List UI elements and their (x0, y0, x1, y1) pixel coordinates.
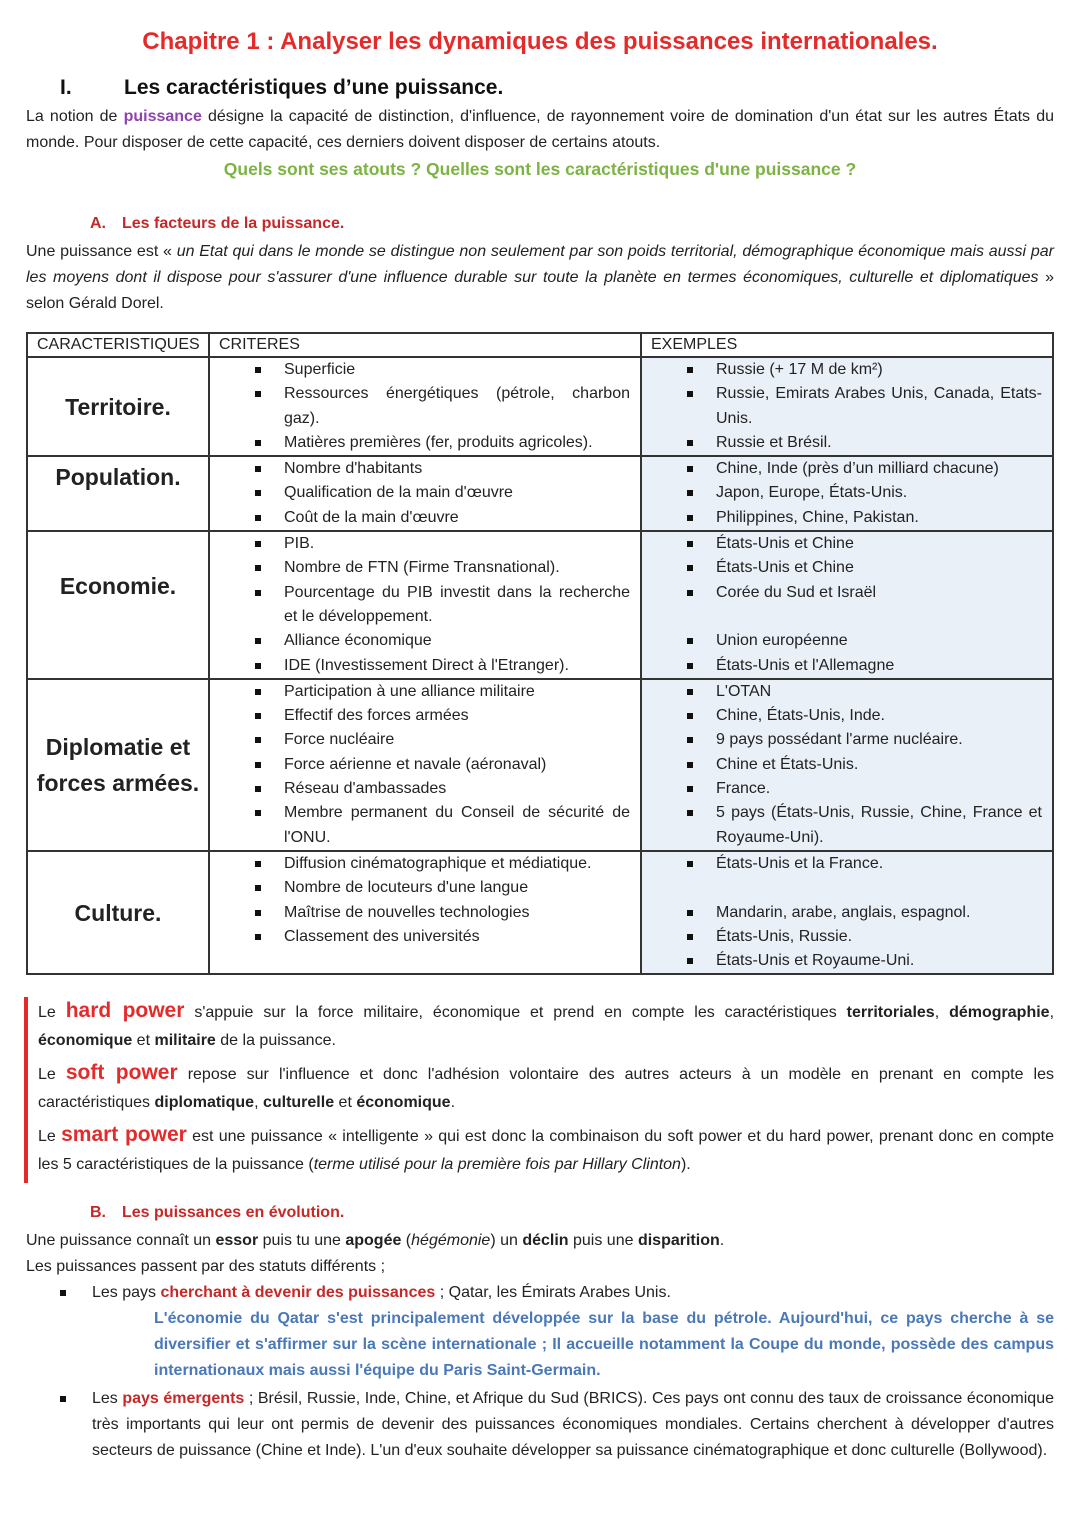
text: , (934, 1004, 950, 1021)
qatar-example: L'économie du Qatar s'est principalement développée sur la base du pétrole. Aujourd'hui, ce pays cherche à se diversifier et s'affirmer sur la scène internationale ; Il accueille notamment la Coupe du monde, possède des campus internationaux mais aussi l'équipe du Paris Saint-Germain. (154, 1310, 1054, 1379)
bold-term: économique (356, 1094, 451, 1111)
text: , (1049, 1004, 1055, 1021)
list-spacer (642, 605, 1052, 629)
section-title: Les caractéristiques d’une puissance. (124, 76, 504, 99)
subsection-b-heading (90, 1204, 344, 1222)
bold-term: disparition (637, 1232, 720, 1249)
list-item: Réseau d'ambassades (210, 777, 640, 801)
italic-note: terme utilisé pour la première fois par Hillary Clinton (313, 1156, 681, 1173)
text: et (334, 1094, 357, 1111)
list-item: PIB. (210, 532, 640, 556)
list-item: États-Unis et Chine (642, 556, 1052, 580)
subsection-a-heading (90, 215, 344, 233)
red-term: cherchant à devenir des puissances (160, 1284, 436, 1301)
list-item: Ressources énergétiques (pétrole, charbon gaz). (210, 382, 640, 431)
intro-paragraph (26, 104, 1054, 156)
subsection-a-title: Les facteurs de la puissance. (122, 215, 345, 232)
list-item: France. (642, 777, 1052, 801)
text: s'appuie sur la force militaire, économique et prend en compte les caractéristiques (184, 1004, 847, 1021)
section-number: I. (60, 76, 72, 99)
italic-term: hégémonie (411, 1232, 491, 1249)
bold-term: essor (215, 1232, 259, 1249)
quote-author: » selon Gérald Dorel. (26, 269, 1055, 312)
list-item: IDE (Investissement Direct à l'Etranger). (210, 654, 640, 678)
list-item: Chine, Inde (près d’un milliard chacune) (642, 457, 1052, 481)
list-item: Force aérienne et navale (aéronaval) (210, 753, 640, 777)
text: Les (92, 1390, 123, 1407)
table-row (27, 679, 1053, 851)
bold-term: culturelle (262, 1094, 335, 1111)
red-term: pays émergents (122, 1390, 245, 1407)
bold-term: apogée (345, 1232, 402, 1249)
list-spacer (642, 876, 1052, 900)
table-row (27, 357, 1053, 456)
table-row (27, 531, 1053, 679)
bold-term: économique (38, 1032, 133, 1049)
hard-power-definition (38, 997, 1054, 1055)
list-item: Superficie (210, 358, 640, 382)
list-item: Nombre de FTN (Firme Transnational). (210, 556, 640, 580)
criteria-cell (209, 679, 641, 851)
table-row (27, 851, 1053, 974)
list-item: Nombre de locuteurs d'une langue (210, 876, 640, 900)
category-cell: Territoire. (27, 357, 209, 456)
criteria-cell (209, 851, 641, 974)
list-item: Japon, Europe, États-Unis. (642, 481, 1052, 505)
examples-cell (641, 679, 1053, 851)
criteria-cell (209, 456, 641, 531)
list-item: Effectif des forces armées (210, 704, 640, 728)
category-cell: Economie. (27, 531, 209, 679)
list-item: Alliance économique (210, 629, 640, 653)
text: Le (38, 1128, 62, 1145)
list-item: Mandarin, arabe, anglais, espagnol. (642, 901, 1052, 925)
category-cell: Culture. (27, 851, 209, 974)
list-item: Membre permanent du Conseil de sécurité de l'ONU. (210, 801, 640, 850)
bold-term: déclin (522, 1232, 569, 1249)
bullet-emerging-countries (92, 1386, 1054, 1464)
list-item: États-Unis et la France. (642, 852, 1052, 876)
text: Le (38, 1066, 66, 1083)
text: . (719, 1232, 725, 1249)
definition-quote (26, 239, 1054, 317)
text: , (254, 1094, 263, 1111)
list-item: Chine, États-Unis, Inde. (642, 704, 1052, 728)
header-caracteristiques: CARACTERISTIQUES (27, 333, 209, 357)
text: ; Brésil, Russie, Inde, Chine, et Afrique du Sud (BRICS). Ces pays ont connu des taux de croissance économique très importants qui leur ont permis de devenir des puissances économiques mondiales. Certains cherchent à développer d'autres secteurs de puissance (Chine et Inde). L'un d'eux souhaite développer sa puissance cinématographique et donc culturelle (Bollywood). (92, 1390, 1054, 1459)
subsection-a-number: A. (90, 215, 106, 232)
list-item: États-Unis et l'Allemagne (642, 654, 1052, 678)
list-item: Philippines, Chine, Pakistan. (642, 506, 1052, 530)
list-item: Participation à une alliance militaire (210, 680, 640, 704)
list-item: Union européenne (642, 629, 1052, 653)
category-cell: Diplomatie et forces armées. (27, 679, 209, 851)
text: et (132, 1032, 155, 1049)
criteria-table (26, 332, 1054, 975)
text: puis tu une (258, 1232, 346, 1249)
keyword-hard-power: hard power (65, 999, 185, 1022)
keyword-smart-power: smart power (61, 1123, 187, 1146)
list-item: 9 pays possédant l'arme nucléaire. (642, 728, 1052, 752)
text: ) un (490, 1232, 523, 1249)
intro-text-end: désigne la capacité de distinction, d'influence, de rayonnement voire de domination d'un état sur les autres États du monde. Pour disposer de cette capacité, ces derniers doivent disposer de certains atouts. (26, 108, 1054, 151)
list-item: Classement des universités (210, 925, 640, 949)
examples-cell (641, 531, 1053, 679)
list-item: Qualification de la main d'œuvre (210, 481, 640, 505)
criteria-cell (209, 531, 641, 679)
list-item: Chine et États-Unis. (642, 753, 1052, 777)
category-cell: Population. (27, 456, 209, 531)
header-exemples: EXEMPLES (641, 333, 1053, 357)
list-item: Coût de la main d'œuvre (210, 506, 640, 530)
table-header-row (27, 333, 1053, 357)
list-item: États-Unis et Chine (642, 532, 1052, 556)
list-item: Maîtrise de nouvelles technologies (210, 901, 640, 925)
list-item: Russie, Emirats Arabes Unis, Canada, Etats-Unis. (642, 382, 1052, 431)
examples-cell (641, 456, 1053, 531)
table-row (27, 456, 1053, 531)
list-item: Russie (+ 17 M de km²) (642, 358, 1052, 382)
examples-cell (641, 357, 1053, 456)
list-item: 5 pays (États-Unis, Russie, Chine, France et Royaume-Uni). (642, 801, 1052, 850)
list-item: L'OTAN (642, 680, 1052, 704)
bold-term: militaire (154, 1032, 216, 1049)
list-item: Force nucléaire (210, 728, 640, 752)
text: Une puissance connaît un (26, 1232, 216, 1249)
text: ; Qatar, les Émirats Arabes Unis. (435, 1284, 671, 1301)
keyword-puissance: puissance (123, 108, 202, 125)
bold-term: territoriales (846, 1004, 935, 1021)
text: est une puissance « intelligente » qui est donc la combinaison du soft power et du hard power, prenant donc en compte les 5 caractéristiques de la puissance ( (38, 1128, 1055, 1173)
text: puis une (568, 1232, 638, 1249)
list-item: Matières premières (fer, produits agricoles). (210, 431, 640, 455)
quote-text: un Etat qui dans le monde se distingue non seulement par son poids territorial, démographique économique mais aussi par les moyens dont il dispose pour s'assurer d'une influence durable sur toute la planète en termes économiques, culturelle et diplomatiques (26, 243, 1054, 286)
list-item: Pourcentage du PIB investit dans la recherche et le développement. (210, 581, 640, 630)
list-item: Corée du Sud et Israël (642, 581, 1052, 605)
text: de la puissance. (215, 1032, 336, 1049)
section-heading (60, 76, 503, 100)
list-item: Diffusion cinématographique et médiatique. (210, 852, 640, 876)
power-definitions-box (24, 997, 1054, 1183)
list-item: États-Unis et Royaume-Uni. (642, 949, 1052, 973)
subsection-b-title: Les puissances en évolution. (122, 1204, 345, 1221)
quote-open: Une puissance est « (26, 243, 177, 260)
header-criteres: CRITERES (209, 333, 641, 357)
soft-power-definition (38, 1059, 1054, 1117)
chapter-title: Chapitre 1 : Analyser les dynamiques des puissances internationales. (142, 28, 938, 55)
list-item: Russie et Brésil. (642, 431, 1052, 455)
text: ). (680, 1156, 691, 1173)
list-item: États-Unis, Russie. (642, 925, 1052, 949)
intro-text: La notion de (26, 108, 124, 125)
subsection-b-number: B. (90, 1204, 106, 1221)
bold-term: démographie (949, 1004, 1050, 1021)
status-line: Les puissances passent par des statuts différents ; (26, 1258, 386, 1275)
smart-power-definition (38, 1121, 1054, 1179)
evolution-line (26, 1228, 1054, 1254)
text: Les pays (92, 1284, 161, 1301)
text: . (450, 1094, 456, 1111)
text: Le (38, 1004, 66, 1021)
bold-term: diplomatique (154, 1094, 255, 1111)
list-item: Nombre d'habitants (210, 457, 640, 481)
text: repose sur l'influence et donc l'adhésion volontaire des autres acteurs à un modèle en prenant en compte les caractéristiques (38, 1066, 1055, 1111)
keyword-soft-power: soft power (65, 1061, 178, 1084)
text: ( (401, 1232, 412, 1249)
guiding-question: Quels sont ses atouts ? Quelles sont les caractéristiques d'une puissance ? (223, 159, 857, 179)
criteria-cell (209, 357, 641, 456)
examples-cell (641, 851, 1053, 974)
bullet-aspiring-powers (92, 1280, 1054, 1306)
